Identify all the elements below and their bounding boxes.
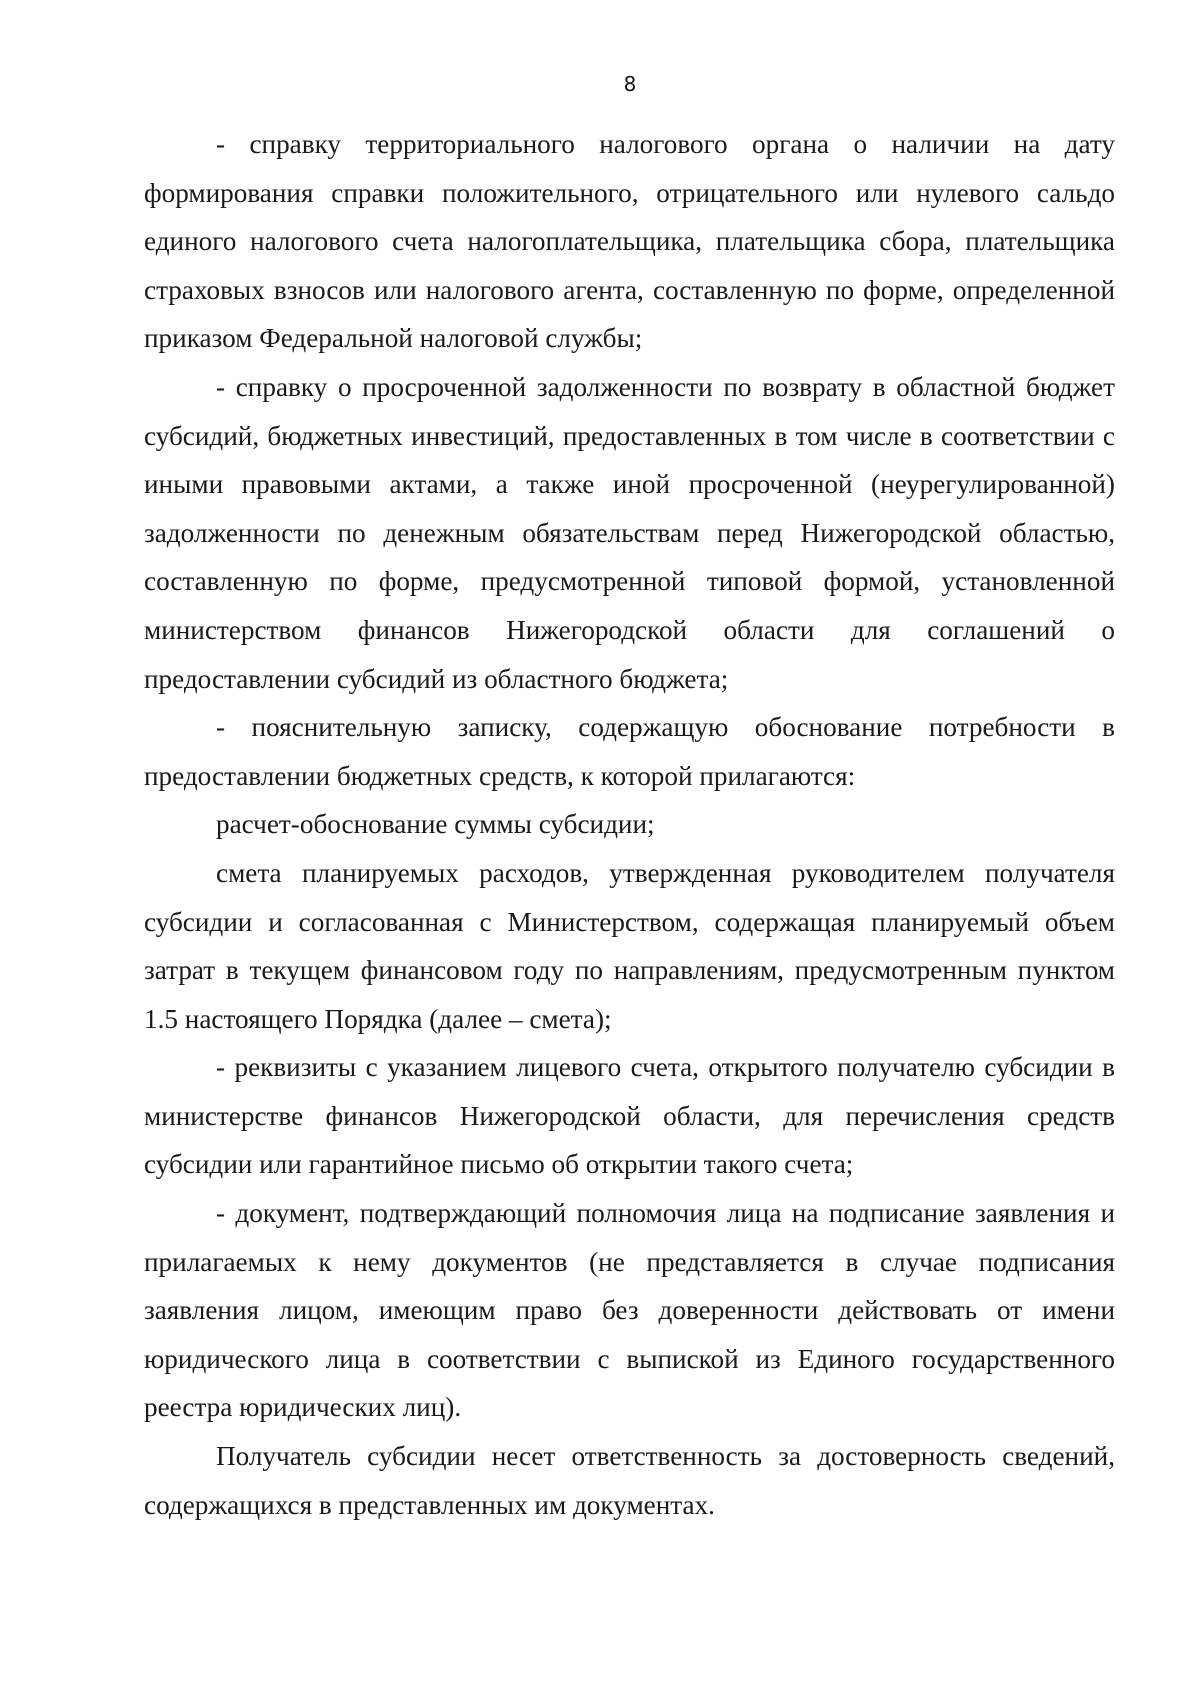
- page-number: 8: [623, 72, 637, 96]
- document-body: [144, 120, 1115, 1529]
- paragraph-explanatory-note: - пояснительную записку, содержащую обоснование потребности в предоставлении бюджетных средств, к которой прилагаются:: [144, 712, 1115, 791]
- paragraph-authority-document: - документ, подтверждающий полномочия лица на подписание заявления и прилагаемых к нему документов (не представляется в случае подписания заявления лицом, имеющим право без доверенности действовать от имени юридического лица в соответствии с выпиской из Единого государственного реестра юридических лиц).: [144, 1198, 1115, 1423]
- paragraph-bank-details: - реквизиты с указанием лицевого счета, открытого получателю субсидии в министерстве финансов Нижегородской области, для перечисления средств субсидии или гарантийное письмо об открытии такого счета;: [144, 1052, 1115, 1180]
- paragraph-responsibility: Получатель субсидии несет ответственность за достоверность сведений, содержащихся в представленных им документах.: [144, 1441, 1115, 1520]
- paragraph-debt-certificate: - справку о просроченной задолженности по возврату в областной бюджет субсидий, бюджетных инвестиций, предоставленных в том числе в соответствии с иными правовыми актами, а также иной просроченной (неурегулированной) задолженности по денежным обязательствам перед Нижегородской областью, составленную по форме, предусмотренной типовой формой, установленной министерством финансов Нижегородской области для соглашений о предоставлении субсидий из областного бюджета;: [144, 371, 1115, 694]
- paragraph-expense-estimate: смета планируемых расходов, утвержденная руководителем получателя субсидии и согласованная с Министерством, содержащая планируемый объем затрат в текущем финансовом году по направлениям, предусмотренным пунктом 1.5 настоящего Порядка (далее – смета);: [144, 857, 1115, 1034]
- paragraph-tax-certificate: - справку территориального налогового органа о наличии на дату формирования справки положительного, отрицательного или нулевого сальдо единого налогового счета налогоплательщика, плательщика сбора, плательщика страховых взносов или налогового агента, составленную по форме, определенной приказом Федеральной налоговой службы;: [144, 129, 1115, 354]
- paragraph-subsidy-calculation: расчет-обоснование суммы субсидии;: [216, 809, 655, 840]
